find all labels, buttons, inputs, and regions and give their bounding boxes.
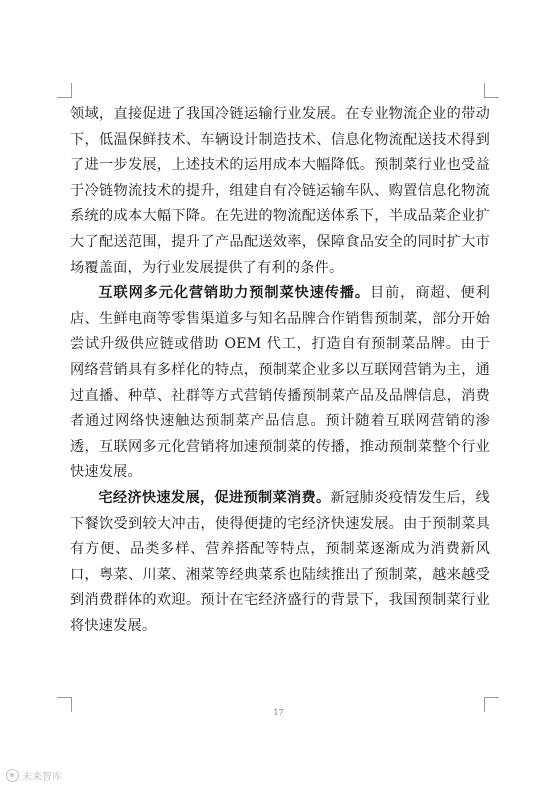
paragraph-cold-chain: 领域，直接促进了我国冷链运输行业发展。在专业物流企业的带动下，低温保鲜技术、车辆设计制造技术、信息化物流配送技术得到了进一步发展，上述技术的运用成本大幅降低。预制菜行业也受益于冷链物流技术的提升，组建自有冷链运输车队、购置信息化物流系统的成本大幅下降。在先进的物流配送体系下，半成品菜企业扩大了配送范围，提升了产品配送效率，保障食品安全的同时扩大市场覆盖面，为行业发展提供了有利的条件。 <box>70 106 490 276</box>
document-body <box>70 102 490 639</box>
page-number: 17 <box>273 708 284 717</box>
watermark-logo-icon <box>6 769 19 782</box>
paragraph-text-internet-marketing: 目前，商超、便利店、生鲜电商等零售渠道多与知名品牌合作销售预制菜，部分开始尝试升级供应链或借助 OEM 代工，打造自有预制菜品牌。由于网络营销具有多样化的特点，预制菜企业多以互联网营销为主，通过直播、种草、社群等方式营销传播预制菜产品及品牌信息，消费者通过网络快速触达预制菜产品信息。预计随着互联网营销的渗透，互联网多元化营销将加速预制菜的传播，推动预制菜整个行业快速发展。 <box>70 285 490 481</box>
paragraph-heading-home-economy: 宅经济快速发展，促进预制菜消费。 <box>98 489 331 506</box>
watermark <box>6 768 62 783</box>
paragraph-internet-marketing <box>70 281 490 486</box>
crop-mark-top-left <box>57 83 72 98</box>
crop-mark-top-right <box>484 83 499 98</box>
watermark-text: 未来智库 <box>22 772 62 783</box>
paragraph-heading-internet-marketing: 互联网多元化营销助力预制菜快速传播。 <box>98 285 370 302</box>
paragraph-text-home-economy: 新冠肺炎疫情发生后，线下餐饮受到较大冲击，使得便捷的宅经济快速发展。由于预制菜具有方便、品类多样、营养搭配等特点，预制菜逐渐成为消费新风口，粤菜、川菜、湘菜等经典菜系也陆续推出了预制菜，越来越受到消费群体的欢迎。预计在宅经济盛行的背景下，我国预制菜行业将快速发展。 <box>70 489 491 634</box>
paragraph-home-economy <box>70 486 490 640</box>
